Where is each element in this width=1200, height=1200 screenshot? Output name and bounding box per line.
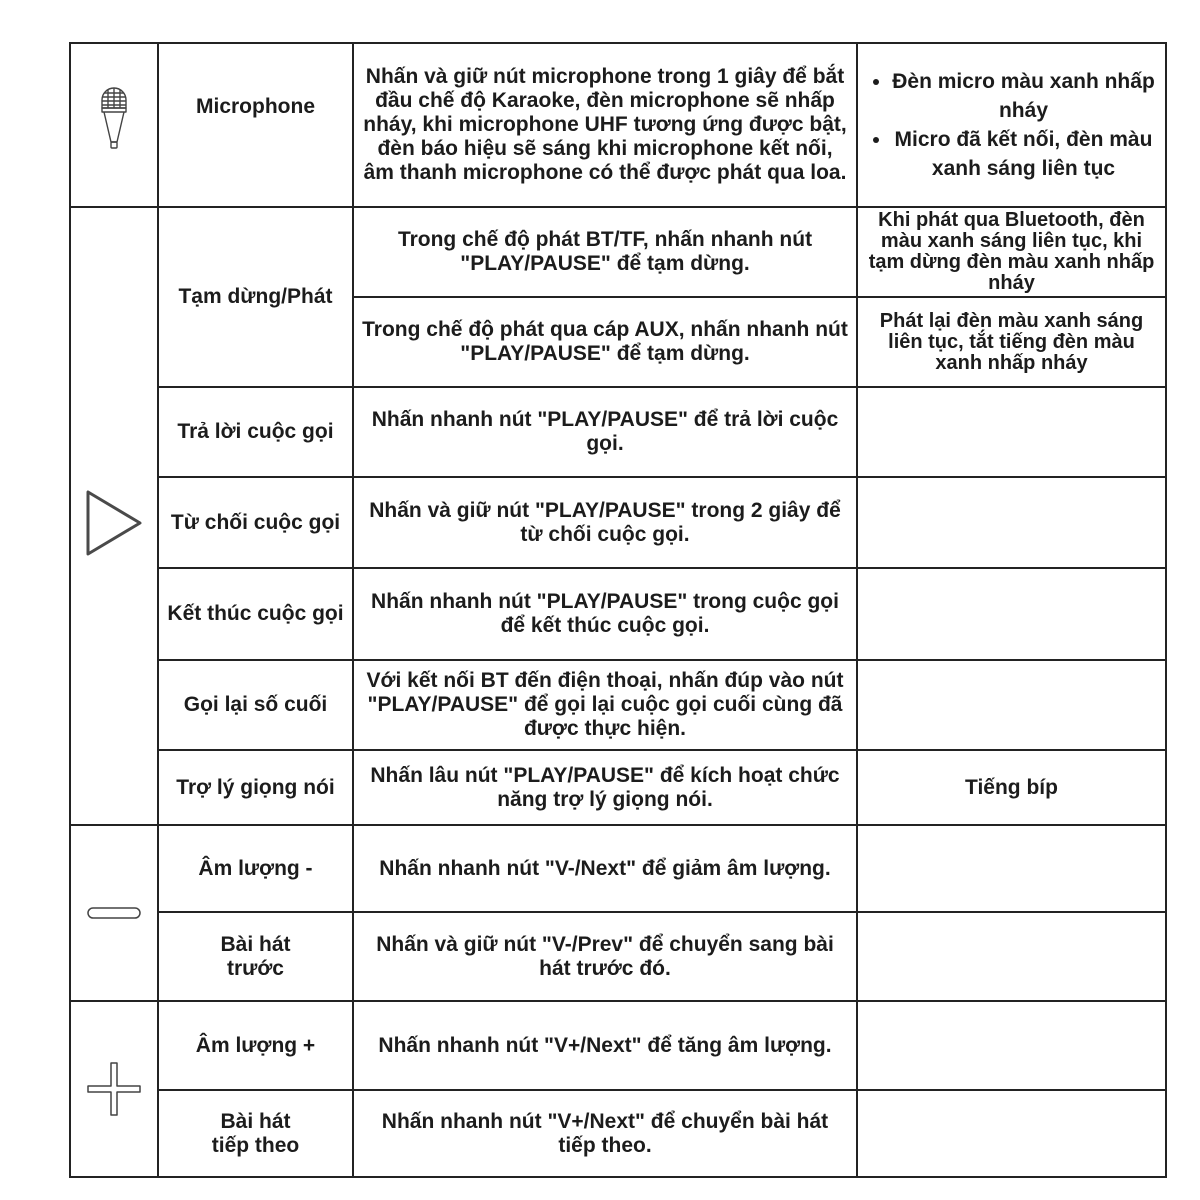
button-icon-cell [71,44,159,208]
function-label: Gọi lại số cuối [183,693,328,716]
function-label: Bài hát trước [220,932,291,980]
description-cell [354,1002,858,1091]
function-label: Âm lượng - [198,856,313,880]
function-cell [159,913,354,1002]
indicator-text: Khi phát qua Bluetooth, đèn màu xanh sáng liên tục, khi tạm dừng đèn màu xanh nhấp nháy [868,209,1155,294]
function-label: Từ chối cuộc gọi [170,510,341,534]
button-function-table [69,42,1167,1178]
button-icon-cell [71,826,159,1002]
minus-icon [86,906,142,920]
function-label: Tạm dừng/Phát [178,285,333,308]
description-text: Nhấn lâu nút "PLAY/PAUSE" để kích hoạt chức năng trợ lý giọng nói. [370,763,840,811]
description-cell [354,826,858,913]
function-cell [159,569,354,661]
description-text: Trong chế độ phát qua cáp AUX, nhấn nhanh nút "PLAY/PAUSE" để tạm dừng. [362,318,848,365]
description-text: Nhấn nhanh nút "V+/Next" để chuyển bài hát tiếp theo. [381,1109,829,1157]
indicator-text: Phát lại đèn màu xanh sáng liên tục, tắt tiếng đèn màu xanh nhấp nháy [879,309,1144,374]
function-cell [159,478,354,569]
description-text: Với kết nối BT đến điện thoại, nhấn đúp vào nút "PLAY/PAUSE" để gọi lại cuộc gọi cuối cùng đã được thực hiện. [366,669,844,740]
indicator-cell [858,826,1167,913]
indicator-cell [858,913,1167,1002]
description-cell [354,388,858,478]
description-text: Nhấn và giữ nút "PLAY/PAUSE" trong 2 giây để từ chối cuộc gọi. [369,498,841,546]
function-label: Bài hát tiếp theo [211,1109,300,1157]
description-cell [354,478,858,569]
indicator-item: • Micro đã kết nối, đèn màu xanh sáng liên tục [892,125,1155,183]
microphone-icon [97,86,131,150]
description-text: Nhấn và giữ nút microphone trong 1 giây để bắt đầu chế độ Karaoke, đèn microphone sẽ nhấp nháy, khi microphone UHF tương ứng được bật, đèn báo hiệu sẽ sáng khi microphone kết nối, âm thanh microphone có thể được phát qua loa. [363,65,847,184]
description-cell [354,208,858,298]
indicator-cell [858,44,1167,208]
description-cell [354,44,858,208]
indicator-cell [858,208,1167,298]
description-cell [354,569,858,661]
indicator-cell [858,478,1167,569]
function-cell [159,208,354,388]
function-label: Âm lượng + [195,1033,316,1057]
function-cell [159,388,354,478]
button-icon-cell [71,208,159,826]
function-label: Trợ lý giọng nói [176,775,335,799]
function-cell [159,826,354,913]
description-text: Trong chế độ phát BT/TF, nhấn nhanh nút "PLAY/PAUSE" để tạm dừng. [397,228,813,275]
indicator-cell [858,569,1167,661]
indicator-list [862,67,1161,183]
function-label: Kết thúc cuộc gọi [167,602,344,625]
indicator-text: Tiếng bíp [965,775,1058,799]
description-cell [354,751,858,826]
function-cell [159,1091,354,1178]
description-text: Nhấn nhanh nút "V-/Next" để giảm âm lượng. [379,856,831,880]
play-icon [84,488,144,558]
function-cell [159,751,354,826]
description-cell [354,298,858,388]
description-text: Nhấn nhanh nút "PLAY/PAUSE" trong cuộc gọi để kết thúc cuộc gọi. [371,590,839,637]
indicator-item: • Đèn micro màu xanh nhấp nháy [892,67,1155,125]
indicator-cell [858,298,1167,388]
indicator-cell [858,661,1167,751]
description-text: Nhấn và giữ nút "V-/Prev" để chuyển sang bài hát trước đó. [376,932,834,980]
indicator-cell [858,751,1167,826]
description-cell [354,661,858,751]
description-cell [354,1091,858,1178]
description-cell [354,913,858,1002]
function-cell [159,44,354,208]
function-label: Microphone [196,95,315,118]
description-text: Nhấn nhanh nút "V+/Next" để tăng âm lượng. [378,1033,832,1057]
button-icon-cell [71,1002,159,1178]
indicator-cell [858,1091,1167,1178]
description-text: Nhấn nhanh nút "PLAY/PAUSE" để trả lời cuộc gọi. [371,408,839,455]
function-cell [159,1002,354,1091]
function-label: Trả lời cuộc gọi [177,420,334,443]
plus-icon [86,1061,142,1117]
function-cell [159,661,354,751]
indicator-cell [858,1002,1167,1091]
indicator-cell [858,388,1167,478]
